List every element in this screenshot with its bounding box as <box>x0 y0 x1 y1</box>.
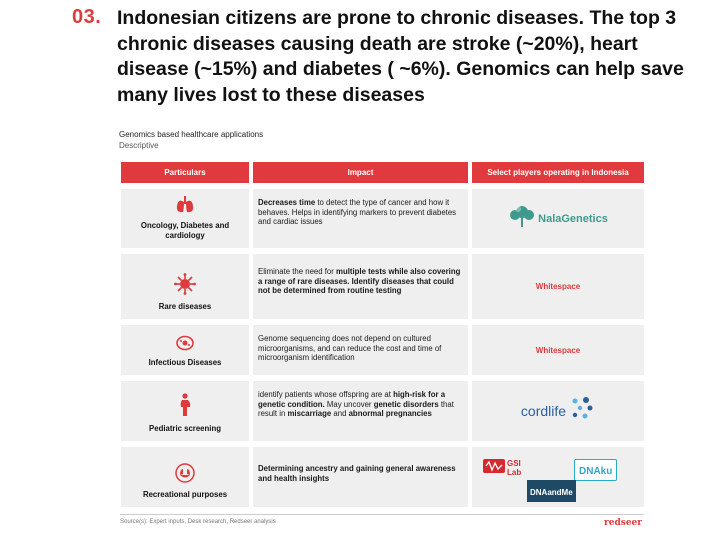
impact-cell <box>253 254 468 319</box>
player-cell <box>472 189 644 248</box>
impact-text-part: May uncover <box>324 399 374 409</box>
particular-label: Recreational purposes <box>142 490 228 499</box>
gsi-lab-logo <box>483 459 529 477</box>
particular-label: Oncology, Diabetes and cardiology <box>140 221 230 240</box>
impact-text-part: high-risk for a genetic condition. <box>258 390 446 409</box>
dnaandme-label: DNAandMe <box>530 488 573 497</box>
cordlife-dots-icon <box>569 397 595 426</box>
impact-text-part: identify patients whose offspring are at <box>258 390 394 399</box>
redseer-logo: redseer <box>604 518 643 528</box>
nalagenetics-logo: NalaGenetics <box>538 212 608 225</box>
particular-label: Pediatric screening <box>149 424 221 433</box>
impact-text-part: multiple tests while also covering a range of rare diseases. Identify diseases that could not be determined from routine testing <box>258 267 461 296</box>
player-cell <box>472 254 644 319</box>
dnaku-logo <box>574 459 617 481</box>
table-subtitle-descriptive: Descriptive <box>119 141 159 150</box>
impact-text-part: Genome sequencing does not depend on cultured microorganisms, and can reduce the cost and time of microorganism identification <box>258 334 442 363</box>
lungs-icon <box>175 196 195 217</box>
impact-text-part: genetic disorders <box>373 399 439 409</box>
impact-text-part: to detect the type of cancer and how it behaves. Helps in identifying markers to prevent diabetes and cardiac issues <box>258 198 457 227</box>
dnaandme-logo <box>527 480 576 502</box>
microscope-icon <box>175 335 195 354</box>
impact-text-part: and <box>331 409 349 419</box>
dnaku-label: DNAku <box>579 466 613 477</box>
particular-cell-infectious <box>121 325 249 375</box>
impact-text-part: miscarriage <box>287 409 332 419</box>
impact-cell <box>253 381 468 441</box>
section-number: 03. <box>72 6 102 28</box>
virus-icon <box>174 273 196 298</box>
source-note: Source(s): Expert inputs, Desk research, Redseer analysis <box>120 519 276 525</box>
particular-label: Infectious Diseases <box>148 358 222 367</box>
particular-cell-pediatric <box>121 381 249 441</box>
table-subtitle: Genomics based healthcare applications <box>119 130 264 139</box>
player-cell <box>472 447 644 507</box>
impact-text-part: Decreases time <box>258 198 316 207</box>
tree-logo-icon <box>508 204 536 233</box>
whitespace-label: Whitespace <box>535 345 581 355</box>
particular-cell-recreational <box>121 447 249 507</box>
impact-cell <box>253 325 468 375</box>
page-title: Indonesian citizens are prone to chronic diseases. The top 3 chronic diseases causing death are stroke (~20%), heart disease (~15%) and diabetes ( ~6%). Genomics can help save many lives lost to these diseases <box>117 7 684 106</box>
gsi-lab-label: GSI Lab <box>507 459 522 477</box>
player-cell <box>472 325 644 375</box>
hands-icon <box>174 463 196 486</box>
impact-text-part: that result in <box>258 399 454 419</box>
impact-text-part: Eliminate the need for <box>258 267 337 276</box>
impact-cell <box>253 189 468 248</box>
impact-cell <box>253 447 468 507</box>
footer-divider <box>120 514 644 515</box>
impact-text-part: Determining ancestry and gaining general awareness and health insights <box>258 464 456 483</box>
header-impact: Impact <box>253 162 468 183</box>
gsi-lab-mark-icon <box>483 459 505 473</box>
particular-cell-rare <box>121 254 249 319</box>
particular-label: Rare diseases <box>158 302 212 311</box>
cordlife-logo: cordlife <box>520 403 567 419</box>
header-particulars: Particulars <box>121 162 249 183</box>
player-cell <box>472 381 644 441</box>
impact-text-part: abnormal pregnancies <box>348 409 432 419</box>
particular-cell-oncology <box>121 189 249 248</box>
pregnancy-icon <box>178 393 192 420</box>
header-players: Select players operating in Indonesia <box>472 162 644 183</box>
whitespace-label: Whitespace <box>535 282 581 291</box>
